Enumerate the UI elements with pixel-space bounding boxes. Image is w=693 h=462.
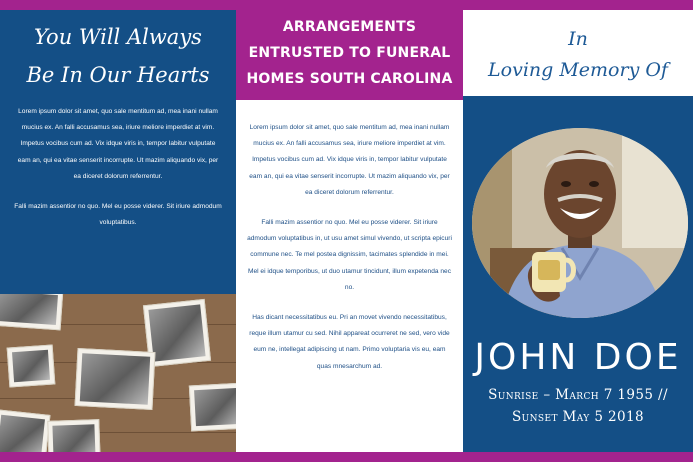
top-accent-stripe xyxy=(0,0,693,10)
right-heading-line1: In xyxy=(568,28,588,50)
left-paragraph-1: Lorem ipsum dolor sit amet, quo sale mentitum ad, mea inani nullam mucius ex. An falli accusamus sea, iriure meliore imperdiet at vim. Impetus vocibus cum ad. Vix idque viris in, tempor labitur vulputate eam an, qui ea vitae senserit incorrupte. Ut mazim aliquando vix, per ea diceret dolorum referrentur. xyxy=(17,108,219,180)
left-heading-line1: You Will Always xyxy=(34,25,202,49)
portrait-photo xyxy=(472,128,688,318)
photo-print xyxy=(7,344,56,387)
middle-paragraph-1: Lorem ipsum dolor sit amet, quo sale mentitum ad, mea inani nullam mucius ex. An falli accusamus sea, iriure meliore imperdiet at vim. Impetus vocibus cum ad. Vix idque viris in, tempor labitur vulputate eam an, qui ea vitae senserit incorrupte. Ut mazim aliquando vix, per ea diceret dolorum referrentur. xyxy=(249,124,450,196)
middle-paragraph-3: Has dicant necessitatibus eu. Pri an movet vivendo necessitatibus, reque illum utamur cu sed. Nihil appareat ocurreret ne sed, vero vide eum ne, intellegat adipiscing ut nam. Primo voluptaria vis eu, eam quas mnesarchum ad. xyxy=(249,314,450,370)
left-paragraph-2: Falli mazim assentior no quo. Mel eu posse viderer. Sit iriure admodum voluptatibus. xyxy=(14,203,222,227)
photo-print xyxy=(0,409,50,452)
left-heading xyxy=(6,18,230,94)
left-heading-line2: Be In Our Hearts xyxy=(26,63,210,87)
right-heading-line2: Loving Memory Of xyxy=(488,59,668,81)
photo-print xyxy=(189,383,236,432)
left-body-text xyxy=(14,104,222,245)
sunset-date: Sunset May 5 2018 xyxy=(512,409,644,425)
sunrise-date: Sunrise – March 7 1955 // xyxy=(488,387,668,403)
bottom-accent-stripe xyxy=(0,452,693,462)
scattered-photos-image xyxy=(0,294,236,452)
middle-paragraph-2: Falli mazim assentior no quo. Mel eu posse viderer. Sit iriure admodum voluptatibus in, ut usu amet simul vivendo, ut scripta epicuri commune nec. Te mel postea dignissim, tacimates splendide in mei. Mel ei idque temporibus, ut duo utamur tincidunt, illum expetenda nec no. xyxy=(247,219,452,291)
life-dates xyxy=(470,384,686,428)
middle-body-text xyxy=(246,120,453,389)
arrangements-title: ARRANGEMENTS ENTRUSTED TO FUNERAL HOMES SOUTH CAROLINA xyxy=(246,19,453,87)
photo-print xyxy=(75,348,156,410)
deceased-name: JOHN DOE xyxy=(474,337,682,378)
portrait-illustration xyxy=(472,128,688,318)
photo-print xyxy=(47,419,101,452)
photo-print xyxy=(0,294,63,330)
right-heading xyxy=(463,24,693,86)
